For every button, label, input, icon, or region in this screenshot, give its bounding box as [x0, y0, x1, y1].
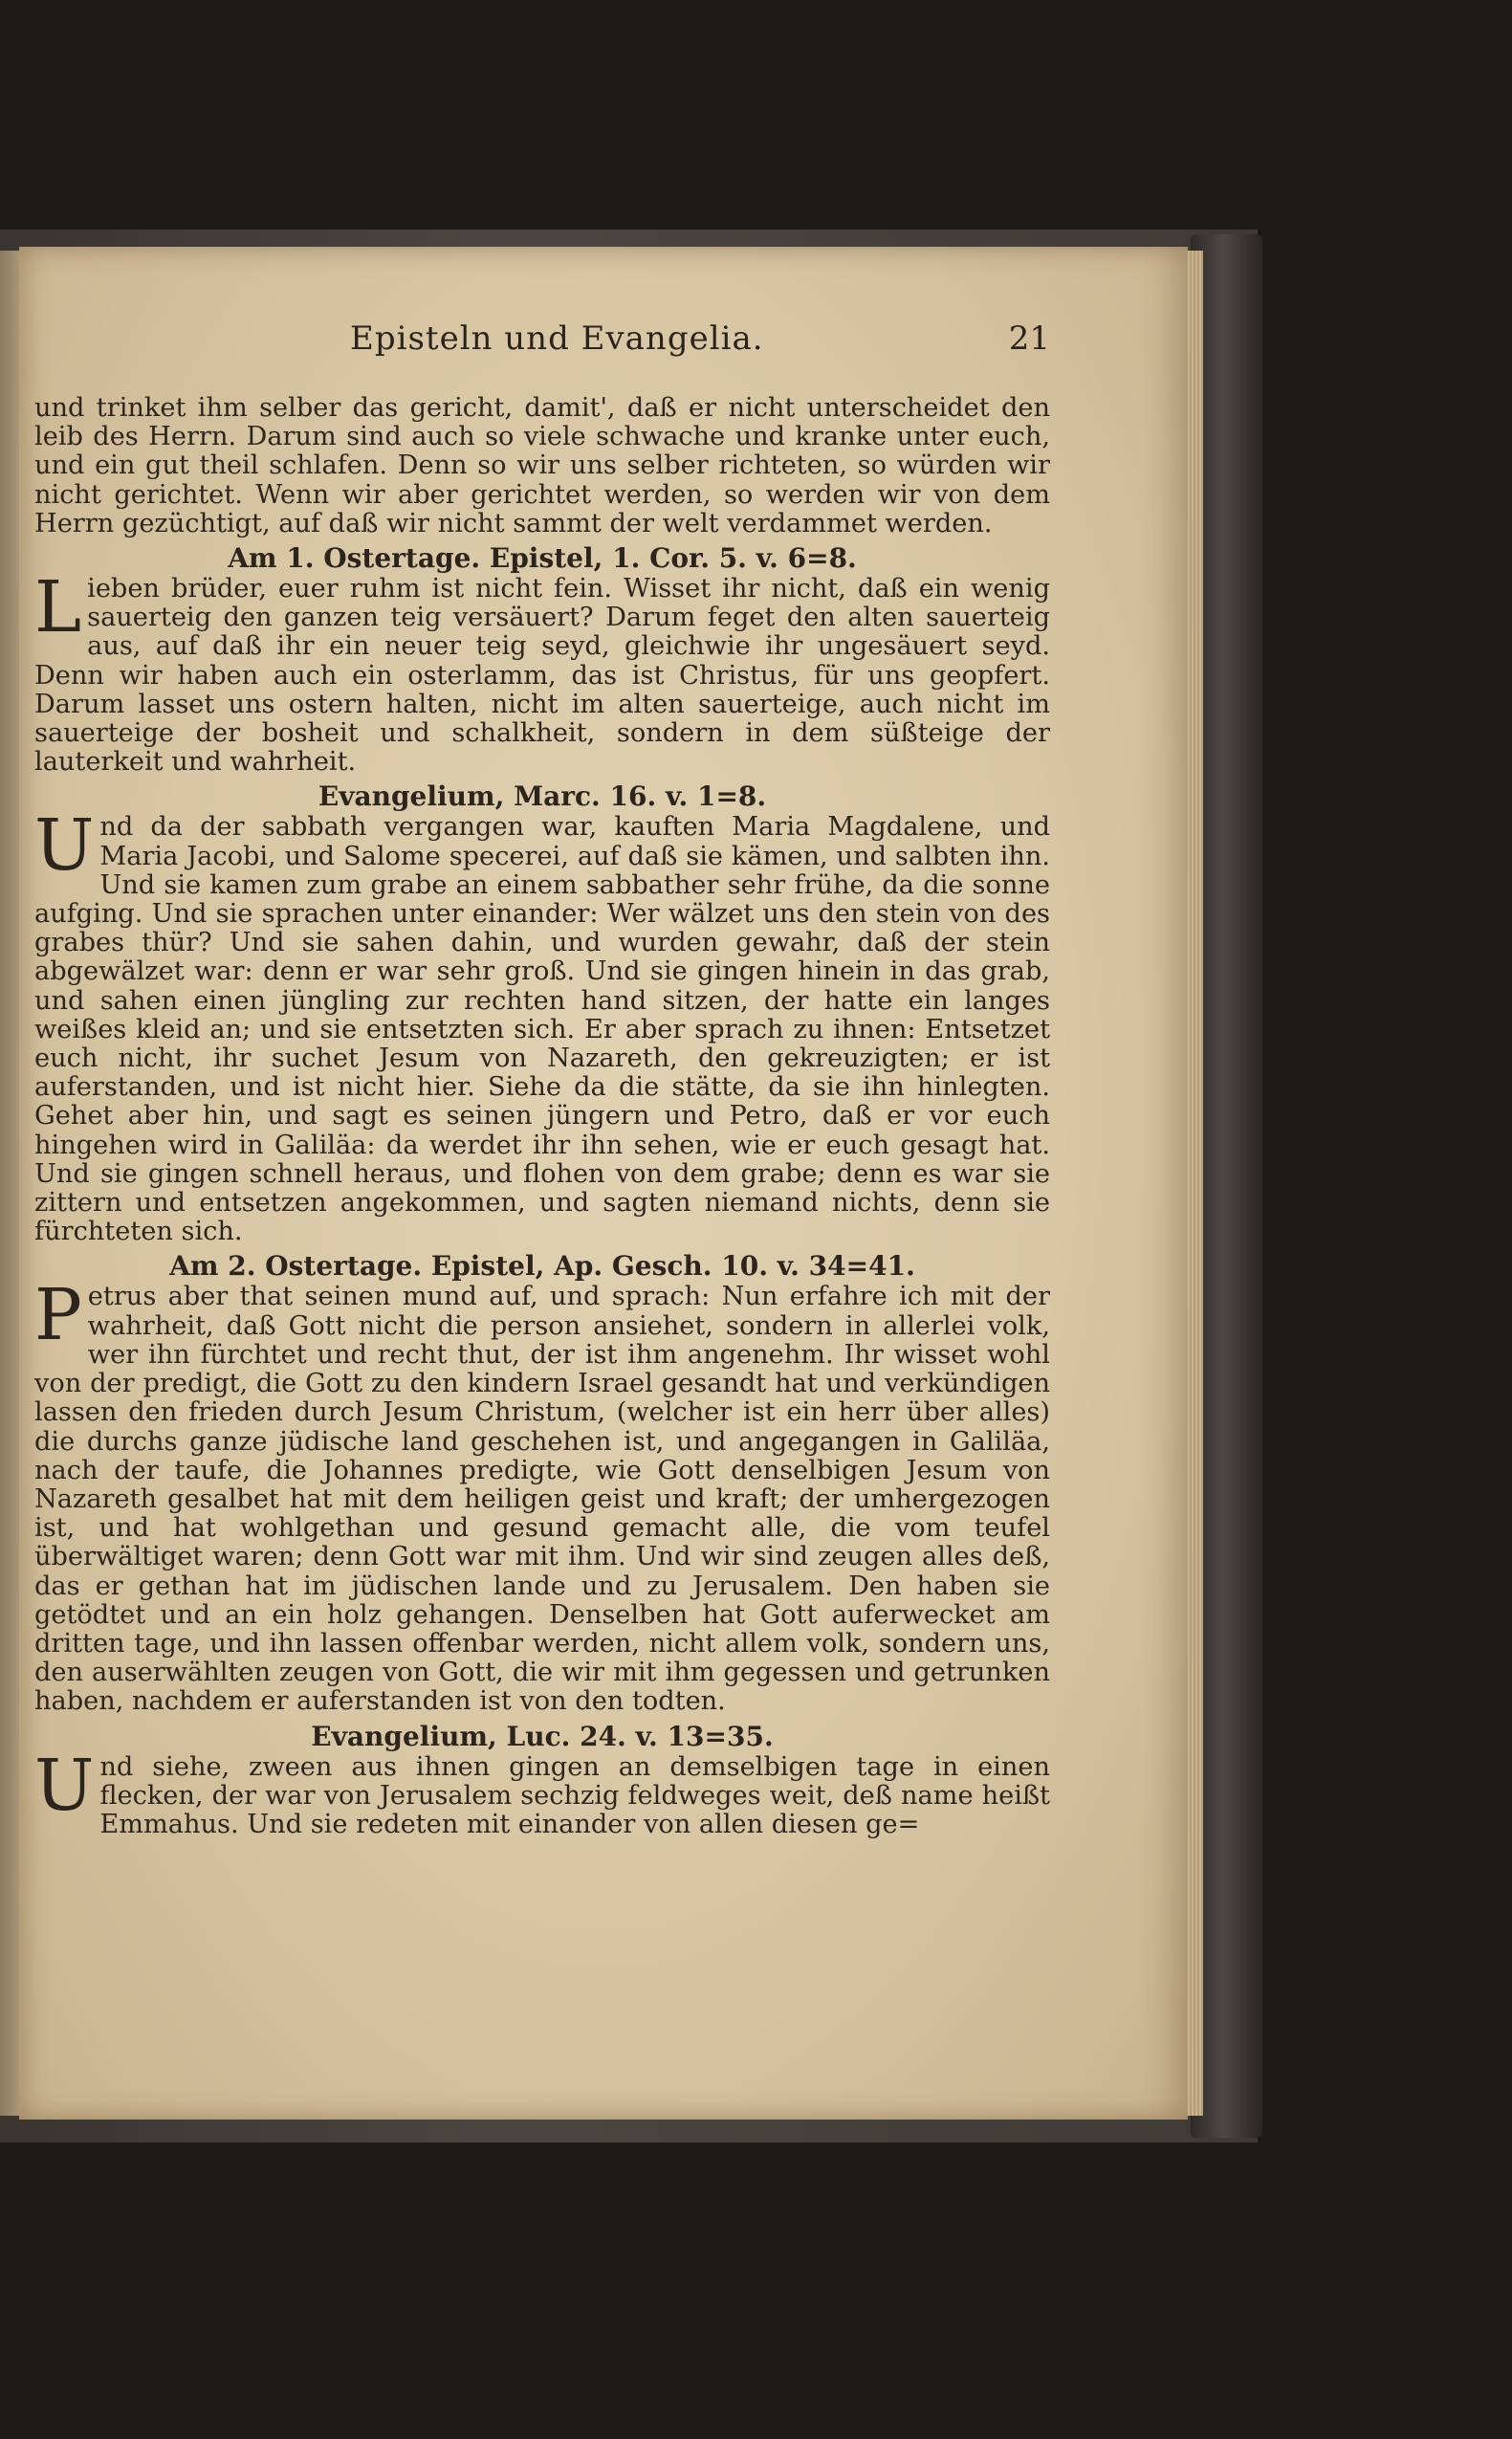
page-header — [34, 319, 1050, 367]
page-number: 21 — [1008, 319, 1050, 358]
section-heading-second-easter-epistle: Am 2. Ostertage. Epistel, Ap. Gesch. 10. v. 34=41. — [169, 1250, 915, 1283]
paragraph-epistle-acts: Petrus aber that seinen mund auf, und sprach: Nun erfahre ich mit der wahrheit, daß Gott nicht die person ansiehet, sondern in allerlei volk, wer ihn fürchtet und recht thut, der ist ihm angenehm. Ihr wisset wohl von der predigt, die Gott zu den kindern Israel gesandt hat und verkündigen lassen den frieden durch Jesum Christum, (welcher ist ein herr über alles) die durchs ganze jüdische land geschehen ist, und angegangen in Galiläa, nach der taufe, die Johannes predigte, wie Gott denselbigen Jesum von Nazareth gesalbet hat mit dem heiligen geist und kraft; der umhergezogen ist, und hat wohlgethan und gesund gemacht alle, die vom teufel überwältiget waren; denn Gott war mit ihm. Und wir sind zeugen alles deß, das er gethan hat im jüdischen lande und zu Jerusalem. Den haben sie getödtet und an ein holz gehangen. Denselben hat Gott auferwecket am dritten tage, und ihn lassen offenbar werden, nicht allem volk, sondern uns, den auserwählten zeugen von Gott, die wir mit ihm gegessen und getrunken haben, nachdem er auferstanden ist von den todten. — [34, 1274, 1050, 1717]
paragraph-epistle-corinthians: Lieben brüder, euer ruhm ist nicht fein. Wisset ihr nicht, daß ein wenig sauerteig den ganzen teig versäuert? Darum feget den alten sauerteig aus, auf daß ihr ein neuer teig seyd, gleichwie ihr ungesäuert seyd. Denn wir haben auch ein osterlamm, das ist Christus, für uns geopfert. Darum lasset uns ostern halten, nicht im alten sauerteige, auch nicht im sauerteige der bosheit und schalkheit, sondern in dem süßteige der lauterkeit und wahrheit. — [34, 566, 1050, 778]
section-heading-first-easter-epistle: Am 1. Ostertage. Epistel, 1. Cor. 5. v. 6=8. — [228, 542, 857, 575]
section-heading-gospel-mark: Evangelium, Marc. 16. v. 1=8. — [318, 780, 767, 813]
text-block — [34, 394, 1050, 1839]
running-title: Episteln und Evangelia. — [350, 319, 764, 358]
paragraph-gospel-luke: Und siehe, zween aus ihnen gingen an demselbigen tage in einen flecken, der war von Jerusalem sechzig feldweges weit, deß name heißt Emmahus. Und sie redeten mit einander von allen diesen ge= — [34, 1744, 1050, 1839]
paragraph-gospel-mark: Und da der sabbath vergangen war, kauften Maria Magdalene, und Maria Jacobi, und Salome specerei, auf daß sie kämen, und salbten ihn. Und sie kamen zum grabe an einem sabbather sehr frühe, da die sonne aufging. Und sie sprachen unter einander: Wer wälzet uns den stein von des grabes thür? Und sie sahen dahin, und wurden gewahr, daß der stein abgewälzet war: denn er war sehr groß. Und sie gingen hinein in das grab, und sahen einen jüngling zur rechten hand sitzen, der hatte ein langes weißes kleid an; und sie entsetzten sich. Er aber sprach zu ihnen: Entsetzet euch nicht, ihr suchet Jesum von Nazareth, den gekreuzigten; er ist auferstanden, und ist nicht hier. Siehe da die stätte, da sie ihn hinlegten. Gehet aber hin, und sagt es seinen jüngern und Petro, daß er vor euch hingehen wird in Galiläa: da werdet ihr ihn sehen, wie er euch gesagt hat. Und sie gingen schnell heraus, und flohen von dem grabe; denn es war sie zittern und entsetzen angekommen, und sagten niemand nichts, denn sie fürchteten sich. — [34, 804, 1050, 1247]
paragraph-continuation: und trinket ihm selber das gericht, damit', daß er nicht unterscheidet den leib des Herrn. Darum sind auch so viele schwache und kranke unter euch, und ein gut theil schlafen. Denn so wir uns selber richteten, so würden wir nicht gerichtet. Wenn wir aber gerichtet werden, so werden wir von dem Herrn gezüchtigt, auf daß wir nicht sammt der welt verdammet werden. — [34, 393, 1050, 538]
section-heading-gospel-luke: Evangelium, Luc. 24. v. 13=35. — [311, 1720, 774, 1752]
